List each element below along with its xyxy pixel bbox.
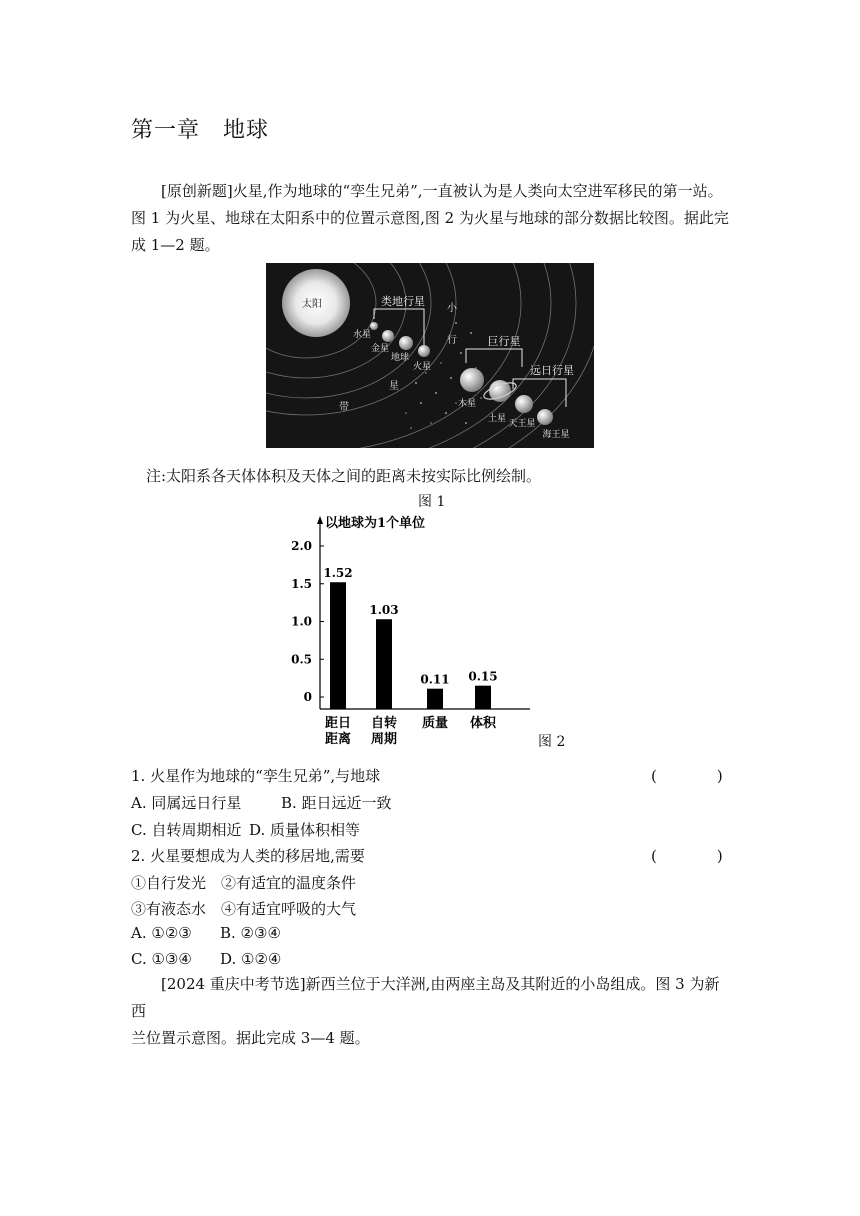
jupiter-label: 木星	[457, 399, 477, 409]
q1-option-b[interactable]: B. 距日远近一致	[281, 794, 392, 812]
category-label-1-0: 自转	[370, 716, 398, 731]
question-1-stem: 1. 火星作为地球的“孪生兄弟”,与地球	[131, 767, 381, 785]
mars-shape	[418, 345, 430, 357]
intro-line-3: 成 1—2 题。	[131, 236, 220, 254]
q2-conditions-2: ③有液态水 ④有适宜呼吸的大气	[131, 900, 357, 918]
category-label-1-1: 周期	[370, 732, 398, 747]
q1-option-c[interactable]: C. 自转周期相近	[131, 821, 242, 839]
y-tick-label-4: 2.0	[291, 539, 312, 553]
mercury-label: 水星	[352, 330, 372, 340]
earth-shape	[399, 336, 413, 350]
bar-3	[475, 686, 491, 709]
earth-label: 地球	[390, 353, 410, 363]
question-2-stem: 2. 火星要想成为人类的移居地,需要	[131, 847, 365, 865]
saturn-label: 土星	[487, 414, 507, 424]
bar-value-label-3: 0.15	[468, 669, 498, 684]
q2-option-c[interactable]: C. ①③④	[131, 950, 192, 968]
category-label-0-1: 距离	[324, 732, 352, 747]
figure1-caption: 图 1	[418, 494, 446, 510]
figure1-note: 注:太阳系各天体体积及天体之间的距离未按实际比例绘制。	[146, 467, 542, 485]
group-far-label: 远日行星	[530, 364, 574, 377]
question-1-paren: ( )	[651, 767, 723, 785]
belt-char-2: 行	[447, 335, 457, 346]
category-label-2-0: 质量	[421, 716, 449, 731]
neptune-label: 海王星	[542, 430, 570, 440]
mercury-shape	[370, 322, 378, 330]
intro-line-2: 图 1 为火星、地球在太阳系中的位置示意图,图 2 为火星与地球的部分数据比较图。据此完	[131, 209, 729, 227]
bar-2	[427, 689, 443, 709]
venus-label: 金星	[370, 344, 390, 354]
bar-0	[330, 582, 346, 709]
venus-shape	[382, 330, 394, 342]
q2-option-d[interactable]: D. ①②④	[220, 950, 282, 968]
uranus-label: 天王星	[508, 419, 536, 429]
q2-conditions-1: ①自行发光 ②有适宜的温度条件	[131, 874, 357, 892]
q1-option-d[interactable]: D. 质量体积相等	[249, 821, 361, 839]
neptune-shape	[537, 409, 553, 425]
outro-line-1: [2024 重庆中考节选]新西兰位于大洋洲,由两座主岛及其附近的小岛组成。图 3 为新西	[131, 975, 720, 1020]
outro-paragraph	[131, 971, 731, 1052]
intro-line-1: [原创新题]火星,作为地球的“孪生兄弟”,一直被认为是人类向太空进军移民的第一站。	[161, 182, 723, 200]
sun-label: 太阳	[302, 299, 322, 310]
outro-line-2: 兰位置示意图。据此完成 3—4 题。	[131, 1029, 370, 1047]
chapter-title: 第一章 地球	[131, 118, 270, 143]
uranus-shape	[515, 395, 533, 413]
y-tick-label-1: 0.5	[291, 652, 312, 667]
figure2-caption: 图 2	[538, 734, 566, 750]
bar-value-label-0: 1.52	[323, 566, 353, 581]
chart-y-axis-arrow	[317, 516, 323, 524]
y-tick-label-3: 1.5	[291, 576, 312, 591]
jupiter-shape	[460, 368, 484, 392]
bar-1	[376, 619, 392, 709]
mars-earth-bar-chart	[270, 510, 590, 755]
category-label-3-0: 体积	[469, 716, 497, 731]
bar-value-label-1: 1.03	[369, 603, 399, 618]
q2-option-a[interactable]: A. ①②③	[131, 924, 192, 942]
y-tick-label-0: 0	[303, 690, 312, 704]
mars-label: 火星	[412, 362, 432, 372]
solar-system-figure	[266, 263, 594, 448]
group-terrestrial-label: 类地行星	[381, 295, 425, 308]
y-tick-label-2: 1.0	[291, 614, 312, 629]
category-label-0-0: 距日	[324, 716, 352, 731]
q1-option-a[interactable]: A. 同属远日行星	[131, 794, 242, 812]
belt-char-1: 小	[447, 303, 457, 314]
q2-option-b[interactable]: B. ②③④	[220, 924, 281, 942]
belt-char-3: 星	[389, 381, 399, 392]
belt-char-4: 带	[339, 402, 349, 413]
chart-ylabel: 以地球为1个单位	[325, 516, 426, 531]
bar-value-label-2: 0.11	[420, 672, 450, 687]
group-giant-label: 巨行星	[487, 335, 521, 348]
question-2-paren: ( )	[651, 847, 723, 865]
intro-paragraph	[131, 178, 731, 259]
